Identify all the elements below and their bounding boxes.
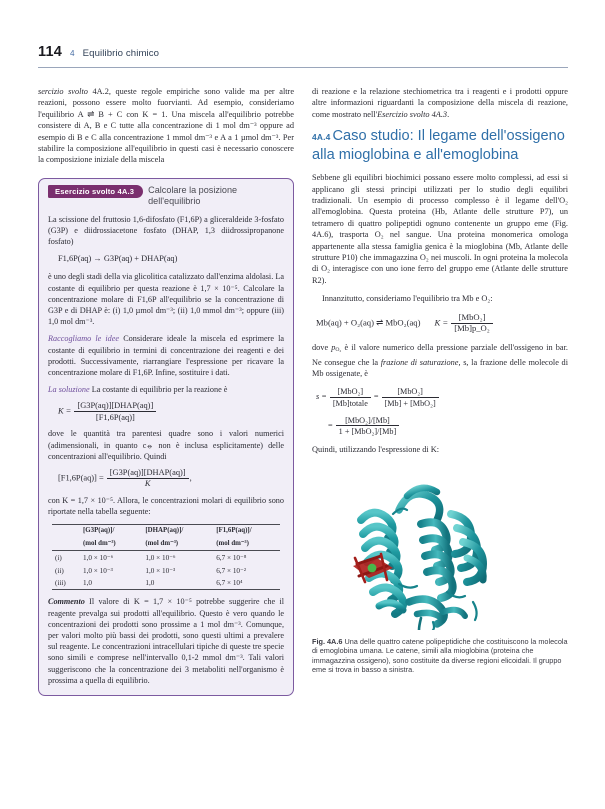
step2-label: La soluzione [48,385,90,395]
equation-F16P-tail: , [189,473,192,483]
equation-K-lhs: K = [58,406,72,416]
paragraph-3-pre: dove [312,342,332,352]
worked-example-comment [48,596,284,686]
table-header-f16p: [F1,6P(aq)]/ [213,525,280,538]
right-continued-body: di reazione e la relazione stechiometrica tra i reagenti e i prodotti oppure altre informazioni riguardanti la composizione della miscela di reazione, come mostrato nell' [312,87,568,119]
equation-Mb-K-numerator: [MbO₂] [458,311,486,322]
cell-dhap: 1,0 × 10⁻⁶ [142,551,213,565]
equation-Mb-K-fraction [451,313,492,334]
worked-example-statement: è uno degli stadi della via glicolitica catalizzato dall'enzima aldolasi. La costante di equilibrio per questa reazione è 1,7 × 10⁻⁵. Calcolare la concentrazione molare di F1,6P all'equilibrio se la concentrazione di G3P e di DHAP è: (i) 1,0 µmol dm⁻³; (ii) 1,0 mmol dm⁻³; oppure (iii) 1,0 mol dm⁻³. [48,272,284,327]
header-rule [38,67,568,68]
right-continued-paragraph [312,86,568,120]
paragraph-3-post: , s, la frazione delle molecole di Mb ossigenate, è [312,357,568,378]
comment-label: Commento [48,597,85,607]
table-row [52,551,280,565]
cell-g3p: 1,0 [80,577,142,590]
equation-s-lhs: s = [316,392,327,402]
right-continued-italic: Esercizio svolto 4A.3 [377,109,448,119]
equation-s-equals: = [373,392,379,402]
cell-dhap: 1,0 × 10⁻³ [145,567,176,576]
worked-example-title: Calcolare la posizione dell'equilibrio [148,184,238,207]
worked-example-header [48,185,284,208]
reaction-equation: F1,6P(aq) → G3P(aq) + DHAP(aq) [58,254,178,264]
table-units-g3p: (mol dm⁻³) [83,539,116,547]
equation-Mb-reaction: Mb(aq) + O₂(aq) ⇌ MbO₂(aq) [316,317,421,328]
continued-italic-lead: sercizio svolto [38,87,88,96]
protein-ribbon-icon [347,462,533,630]
worked-example-box [38,178,294,696]
figure-caption [312,637,568,675]
equilibrium-concentrations-table [52,524,280,590]
cell-f16p: 6,7 × 10⁻⁸ [213,551,280,565]
right-column [312,86,568,675]
row-label: (ii) [55,566,64,575]
equation-F16P-denominator: K [107,478,189,489]
table-units-blank [52,538,80,551]
section-paragraph-1: Sebbene gli equilibri biochimici possano essere molto complessi, ad essi si applicano gli stessi principi utilizzati per lo studio degli equilibri tradizionali. Un esempio di processo complesso è il legame dell'O₂ all'emoglobina. Questa proteina (Hb, Atlante delle strutture P7), un tetramero di quattro polipeptidi ognuno contenente un gruppo eme (Fig. 4A.6), trasporta O₂ nel sangue. Una proteina monomerica omologa appartenente alla stessa famiglia genica è la mioglobina (Mb, Atlante delle strutture P10) che immagazzina O₂ nei muscoli. In ogni proteina la molecola di O₂ interagisce con uno ione ferro del gruppo eme (Atlante delle strutture R2). [312,173,568,285]
left-continued-paragraph [38,86,294,166]
step2-text: La costante di equilibrio per la reazione è [91,385,228,395]
equation-s-numerator-2: [MbO₂] [397,387,423,397]
continued-body: 4A.2, queste regole empiriche sono valide ma per altre reazioni, possono essere molto fuorvianti. Ad esempio, consideriamo l'equilibrio A ⇌ B + C con K = 1. Una miscela all'equilibrio potrebbe consistere di A, B e C tutte alla concentrazione di 1 mol dm⁻³ oppure ad esempio di B e C alla concentrazione 1 mmol dm⁻³ e A a 1 µmol dm⁻³. Per stabilire la composizione all'equilibrio in questi casi è necessario conoscere la composizione iniziale della miscela [38,87,295,165]
equation-s-denominator-1: [Mb]totale [330,397,371,408]
equation-s2-lhs: = [328,420,333,430]
equation-s-fraction-2 [382,387,439,407]
cell-f16p: 6,7 × 10⁻² [216,567,246,576]
row-label: (iii) [52,577,80,590]
worked-example-intro: La scissione del fruttosio 1,6-difosfato (F1,6P) a gliceraldeide 3-fosfato (G3P) e diidrossiacetone fosfato (DHAP, 1,3 diidrossipropanone fosfato) [48,214,284,247]
section-paragraph-2: Innanzitutto, consideriamo l'equilibrio tra Mb e O₂: [322,294,493,304]
equation-saturation-fraction [316,387,568,407]
equation-Mb-equilibrium [316,313,568,334]
running-head [38,44,568,64]
table-header-g3p: [G3P(aq)]/ [80,525,142,538]
chapter-number: 4 [70,49,75,58]
row-label: (i) [52,551,80,565]
equation-Mb-K-lhs: K = [434,317,449,328]
paragraph-3-body: è il valore numerico della pressione parziale dell'ossigeno in bar. Ne consegue che la [312,342,568,367]
section-paragraph-3 [312,342,568,379]
equation-K-numerator: [G3P(aq)][DHAP(aq)] [77,401,154,411]
paragraph-3-subscript: O₂ [335,347,342,354]
figure-number: Fig. 4A.6 [312,636,343,646]
table-row [52,564,280,577]
figure-4A6 [312,462,568,675]
equation-F16P-lhs: [F1,6P(aq)] = [58,473,104,483]
section-heading [312,128,568,164]
figure-caption-text: Una delle quattro catene polipeptidiche che costituiscono la molecola di emoglobina umana. Le catene, simili alla mioglobina (proteina che immagazzina ossigeno), sono costituite da diverse regioni elicoidali. Il gruppo eme si trova in basso a sinistra. [312,636,568,675]
worked-example-after-F: con K = 1,7 × 10⁻⁵. Allora, le concentrazioni molari di equilibrio sono riportate nella tabella seguente: [48,495,284,516]
equation-s-denominator-2: [Mb] + [MbO₂] [382,397,439,408]
equation-s-numerator-1: [MbO₂] [337,387,364,397]
table-header-blank [52,525,80,538]
worked-example-tag: Esercizio svolto 4A.3 [48,185,143,199]
equation-F16P [58,468,284,489]
paragraph-3-italic: frazione di saturazione [380,357,459,367]
section-title: Caso studio: Il legame dell'ossigeno alla mioglobina e all'emoglobina [312,128,565,163]
cell-dhap: 1,0 [142,577,213,590]
step1-label: Raccogliamo le idee [48,334,120,344]
page-number: 114 [38,44,62,60]
step1-text: Considerare ideale la miscela ed esprimere la costante di equilibrio in termini di concentrazione dei reagenti e dei prodotti. Successivamente, riarrangiare l'espressione per ricavare la concentrazione molare di F1,6P. Infine, sostituire i dati. [48,334,285,378]
equation-s-fraction-1 [330,387,371,407]
two-column-body [38,86,568,696]
table-units-dhap: (mol dm⁻³) [145,539,179,547]
table-header-dhap: [DHAP(aq)]/ [142,525,213,538]
left-column [38,86,294,696]
paragraph-3-variable: p [331,342,336,352]
equation-K-fraction [74,401,156,422]
table-units-row [52,538,280,551]
table-header-row [52,525,280,538]
cell-g3p: 1,0 × 10⁻³ [83,567,113,576]
equation-saturation-fraction-2 [328,416,568,436]
equation-K [58,401,284,422]
chapter-title: Equilibrio chimico [82,48,160,59]
equation-F16P-fraction [107,468,189,489]
cell-f16p: 6,7 × 10⁴ [213,577,280,590]
equation-Mb-K-denominator: [Mb]p_O₂ [451,323,492,334]
worked-example-step1 [48,333,284,378]
worked-example-after-K: dove le quantità tra parentesi quadre sono i valori numerici (adimensionali, in quanto c⦵ non è inclusa esplicitamente) delle concentrazioni all'equilibrio. Quindi [48,429,284,461]
cell-g3p: 1,0 × 10⁻⁶ [80,551,142,565]
section-paragraph-4: Quindi, utilizzando l'espressione di K: [312,445,440,455]
comment-text: Il valore di K = 1,7 × 10⁻⁵ potrebbe suggerire che il reagente prevalga sui prodotti all'equilibrio. Questo è vero quando le concentrazioni dei prodotti sono prossime a 1 mol dm⁻³. Comunque, per valori molto più bassi dei prodotti, sono questi ultimi a prevalere sul reagente. Le concentrazioni intracellulari tipiche di queste tre specie sono simili e comprese nell'intervallo 0,1-2 mmol dm⁻³. Tali valori suggeriscono che la concentrazione dei 3 metaboliti nell'organismo è prossima a quella di equilibrio. [48,597,284,685]
equation-F16P-numerator: [G3P(aq)][DHAP(aq)] [109,467,186,477]
section-number: 4A.4 [312,132,331,143]
equation-s2-fraction [336,416,400,436]
equation-s2-numerator: [MbO₂]/[Mb] [345,415,390,425]
worked-example-step2 [48,384,284,395]
right-continued-end: . [447,109,450,119]
table-units-f16p: (mol dm⁻³) [216,539,249,547]
equation-K-denominator: [F1,6P(aq)] [74,411,156,422]
equation-s2-denominator: 1 + [MbO₂]/[Mb] [336,425,400,436]
table-row [52,577,280,590]
